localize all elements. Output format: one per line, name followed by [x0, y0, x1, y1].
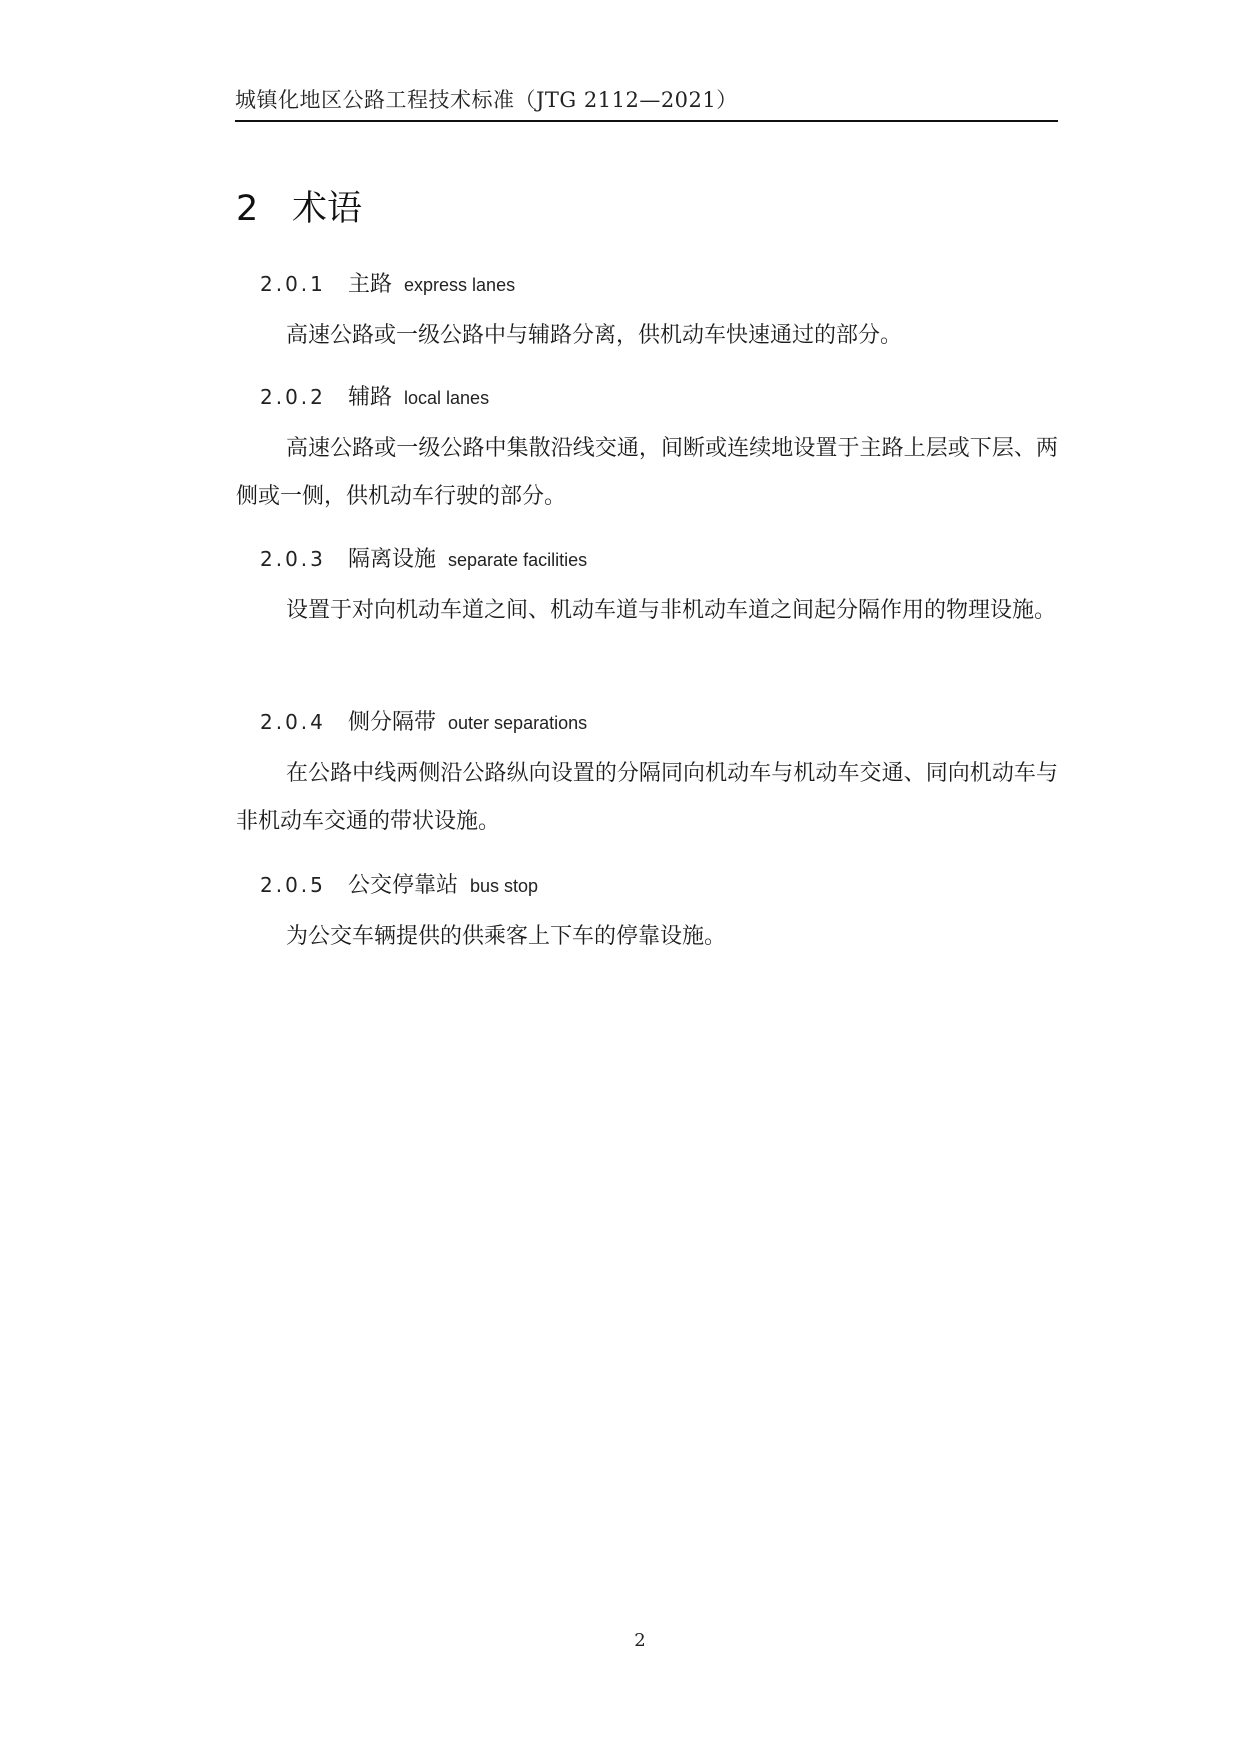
term-english: local lanes — [404, 388, 490, 408]
chapter-number: 2 — [236, 189, 259, 229]
term-definition: 为公交车辆提供的供乘客上下车的停靠设施。 — [286, 924, 727, 949]
term-english: bus stop — [470, 876, 539, 896]
term-english: separate facilities — [448, 550, 588, 570]
term-number: 2.0.2 — [260, 385, 326, 409]
term-number: 2.0.4 — [260, 710, 326, 734]
term-chinese: 隔离设施 — [348, 547, 437, 572]
term-heading — [236, 868, 1058, 902]
term-2-0-2 — [236, 380, 1058, 521]
term-chinese: 公交停靠站 — [348, 873, 459, 898]
term-number: 2.0.3 — [260, 547, 326, 571]
page-header — [235, 86, 1058, 122]
term-number: 2.0.1 — [260, 272, 326, 296]
term-english: express lanes — [404, 275, 516, 295]
term-chinese: 主路 — [348, 272, 393, 297]
term-2-0-1 — [236, 267, 1058, 360]
term-definition: 设置于对向机动车道之间、机动车道与非机动车道之间起分隔作用的物理设施。 — [286, 598, 1057, 623]
chapter-heading: 术语 — [292, 189, 363, 229]
term-heading — [236, 267, 1058, 301]
term-heading — [236, 542, 1058, 576]
term-2-0-4 — [236, 705, 1058, 846]
page-number: 2 — [634, 1630, 646, 1651]
term-heading — [236, 705, 1058, 739]
header-title: 城镇化地区公路工程技术标准（JTG 2112—2021） — [235, 88, 738, 112]
term-number: 2.0.5 — [260, 873, 326, 897]
term-definition: 在公路中线两侧沿公路纵向设置的分隔同向机动车与机动车交通、同向机动车与非机动车交通的带状设施。 — [236, 761, 1058, 834]
term-2-0-3 — [236, 542, 1058, 635]
term-chinese: 辅路 — [348, 385, 393, 410]
term-heading — [236, 380, 1058, 414]
term-definition: 高速公路或一级公路中与辅路分离，供机动车快速通过的部分。 — [286, 323, 903, 348]
term-chinese: 侧分隔带 — [348, 710, 437, 735]
term-2-0-5 — [236, 868, 1058, 961]
term-english: outer separations — [448, 713, 588, 733]
chapter-title — [236, 186, 362, 232]
term-definition: 高速公路或一级公路中集散沿线交通，间断或连续地设置于主路上层或下层、两侧或一侧，供机动车行驶的部分。 — [236, 436, 1058, 509]
